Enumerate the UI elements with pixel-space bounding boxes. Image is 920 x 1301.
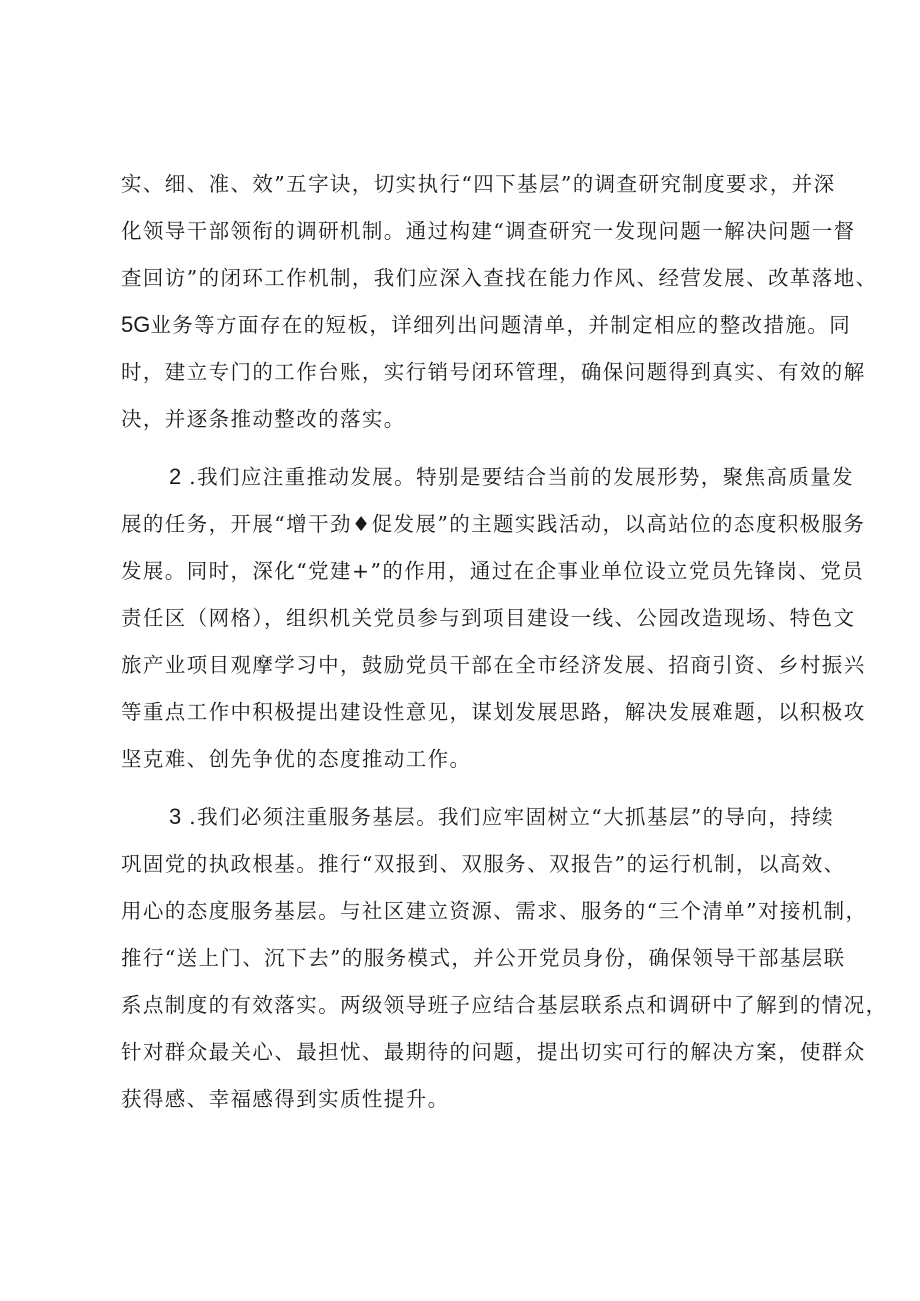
paragraph-3-line-1: 3 .我们必须注重服务基层。我们应牢固树立“大抓基层”的导向，持续 <box>169 804 835 829</box>
paragraph-3-line-7: 获得感、幸福感得到实质性提升。 <box>121 1087 450 1111</box>
paragraph-3-line-2: 巩固党的执政根基。推行“双报到、双服务、双报告”的运行机制，以高效、 <box>121 852 846 876</box>
latin-run: 3 <box>169 804 182 829</box>
paragraph-2-line-3: 发展。同时，深化“党建+”的作用，通过在企事业单位设立党员先锋岗、党员 <box>121 559 865 583</box>
paragraph-1-line-5: 时，建立专门的工作台账，实行销号闭环管理，确保问题得到真实、有效的解 <box>121 360 866 384</box>
paragraph-3-line-5: 系点制度的有效落实。两级领导班子应结合基层联系点和调研中了解到的情况， <box>121 993 888 1017</box>
paragraph-3-line-4: 推行“送上门、沉下去”的服务模式，并公开党员身份，确保领导干部基层联 <box>121 946 846 970</box>
paragraph-1-line-3: 查回访”的闭环工作机制，我们应深入查找在能力作风、经营发展、改革落地、 <box>121 266 878 290</box>
paragraph-1-line-1: 实、细、准、效”五字诀，切实执行“四下基层”的调查研究制度要求，并深 <box>121 172 836 196</box>
paragraph-2-line-5: 旅产业项目观摩学习中，鼓励党员干部在全市经济发展、招商引资、乡村振兴 <box>121 653 866 677</box>
paragraph-1-line-2: 化领导干部领衔的调研机制。通过构建“调查研究一发现问题一解决问题一督 <box>121 219 856 243</box>
paragraph-2-line-4: 责任区（网格），组织机关党员参与到项目建设一线、公园改造现场、特色文 <box>121 606 856 630</box>
paragraph-1-line-4: 5G业务等方面存在的短板，详细列出问题清单，并制定相应的整改措施。同 <box>121 312 852 337</box>
paragraph-3-line-3: 用心的态度服务基层。与社区建立资源、需求、服务的“三个清单”对接机制， <box>121 899 868 923</box>
paragraph-2-line-6: 等重点工作中积极提出建设性意见，谋划发展思路，解决发展难题，以积极攻 <box>121 700 866 724</box>
paragraph-2-line-1: 2 .我们应注重推动发展。特别是要结合当前的发展形势，聚焦高质量发 <box>169 464 855 489</box>
paragraph-2-line-2: 展的任务，开展“增干劲♦促发展”的主题实践活动，以高站位的态度积极服务 <box>121 512 866 536</box>
latin-run: 5G <box>121 312 151 337</box>
paragraph-3-line-6: 针对群众最关心、最担忧、最期待的问题，提出切实可行的解决方案，使群众 <box>121 1040 866 1064</box>
paragraph-2-line-7: 坚克难、创先争优的态度推动工作。 <box>121 747 472 771</box>
latin-run: 2 <box>169 464 182 489</box>
paragraph-1-line-6: 决，并逐条推动整改的落实。 <box>121 407 406 431</box>
